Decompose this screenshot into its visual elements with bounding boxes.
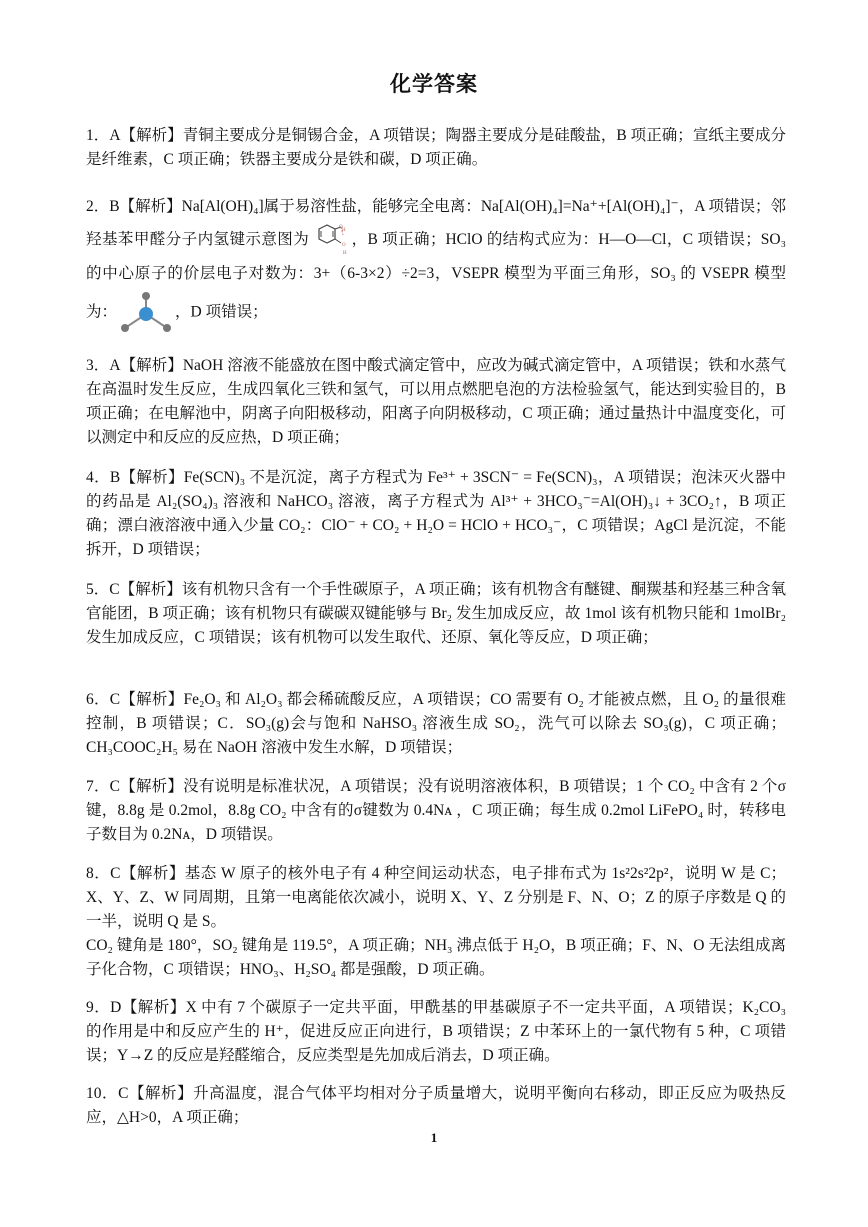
answer-item-8: [86, 862, 786, 982]
answer-text-continued: CO₂ 键角是 180°，SO₂ 键角是 119.5°，A 项正确；NH₃ 沸点低于 H₂O，B 项正确；F、N、O 无法组成离子化合物，C 项错误；HNO₃、H₂SO₄ 都是强酸，D 项正确。: [86, 937, 786, 978]
answer-text: 1．A【解析】青铜主要成分是铜锡合金，A 项错误；陶器主要成分是硅酸盐，B 项正确；宣纸主要成分是纤维素，C 项正确；铁器主要成分是铁和碳，D 项正确。: [86, 127, 786, 168]
page-number: 1: [430, 1130, 438, 1145]
answer-text-part: ，B 项正确；HClO 的结构式应为：H—O—Cl，C 项错误；SO₃ 的中心原子的价层电子对数为：3+（6-3×2）÷2=3，VSEPR 模型为平面三角形，SO₃ 的 VSEPR 模型为：: [86, 231, 786, 321]
svg-text:H: H: [343, 251, 347, 257]
answer-text: 6．C【解析】Fe₂O₃ 和 Al₂O₃ 都会稀硫酸反应，A 项错误；CO 需要有 O₂ 才能被点燃，且 O₂ 的量很难控制，B 项错误；C．SO₃(g)会与饱和 NaHSO₃ 溶液生成 SO₂，洗气可以除去 SO₃(g)，C 项正确；CH₃COOC₂H₅ 易在 NaOH 溶液中发生水解，D 项错误；: [86, 691, 786, 756]
answer-item-10: [86, 1082, 786, 1130]
answer-item-6: [86, 688, 786, 760]
svg-text:O: O: [339, 225, 343, 231]
answer-text: 7．C【解析】没有说明是标准状况，A 项错误；没有说明溶液体积，B 项错误；1 个 CO₂ 中含有 2 个σ键，8.8g 是 0.2mol，8.8g CO₂ 中含有的σ键数为 0.4Nᴀ ，C 项正确；每生成 0.2mol LiFePO₄ 时，转移电子数目为 0.2Nᴀ，D 项错误。: [86, 778, 786, 843]
answer-text: 9．D【解析】X 中有 7 个碳原子一定共平面，甲酰基的甲基碳原子不一定共平面，A 项错误；K₂CO₃ 的作用是中和反应产生的 H⁺，促进反应正向进行，B 项错误；Z 中苯环上的一氯代物有 5 种，C 项错误；Y→Z 的反应是羟醛缩合，反应类型是先加成后消去，D 项正确。: [86, 999, 786, 1064]
svg-text:H: H: [342, 228, 346, 234]
answer-item-5: [86, 578, 786, 650]
page-title: 化学答案: [390, 72, 478, 96]
answer-item-7: [86, 775, 786, 847]
answer-text: 10．C【解析】升高温度，混合气体平均相对分子质量增大，说明平衡向右移动，即正反应为吸热反应，△H>0，A 项正确；: [86, 1085, 786, 1126]
answer-text: [86, 190, 786, 336]
answer-item-1: [86, 124, 786, 172]
answer-text: 3．A【解析】NaOH 溶液不能盛放在图中酸式滴定管中，应改为碱式滴定管中，A 项错误；铁和水蒸气在高温时发生反应，生成四氧化三铁和氢气，可以用点燃肥皂泡的方法检验氢气，能达到实验目的，B 项正确；在电解池中，阴离子向阳极移动，阳离子向阴极移动，C 项正确；通过量热计中温度变化，可以测定中和反应的反应热，D 项正确；: [86, 357, 786, 446]
answer-text-part: 2．B【解析】Na[Al(OH)₄]属于易溶性盐，能够完全电离：Na[Al(OH)₄]=Na⁺+[Al(OH)₄]⁻，A 项错误；邻羟基苯甲醛分子内氢键示意图为: [86, 198, 786, 248]
so3-vsepr-model: [117, 290, 175, 336]
answer-text: 8．C【解析】基态 W 原子的核外电子有 4 种空间运动状态，电子排布式为 1s²2s²2p²，说明 W 是 C；X、Y、Z、W 同周期，且第一电离能依次减小，说明 X、Y、Z 分别是 F、N、O；Z 的原子序数是 Q 的一半，说明 Q 是 S。: [86, 865, 786, 930]
answer-text-part: ，D 项错误；: [175, 304, 268, 321]
answer-item-2: [86, 190, 786, 336]
answer-text: 4．B【解析】Fe(SCN)₃ 不是沉淀，离子方程式为 Fe³⁺ + 3SCN⁻ = Fe(SCN)₃，A 项错误；泡沫灭火器中的药品是 Al₂(SO₄)₃ 溶液和 NaHCO₃ 溶液，离子方程式为 Al³⁺ + 3HCO₃⁻=Al(OH)₃↓ + 3CO₂↑，B 项正确；漂白液溶液中通入少量 CO₂：ClO⁻ + CO₂ + H₂O = HClO + HCO₃⁻，C 项错误；AgCl 是沉淀，不能拆开，D 项错误；: [86, 469, 786, 558]
svg-text:O: O: [342, 243, 346, 249]
answer-item-4: [86, 466, 786, 562]
answer-item-3: [86, 354, 786, 450]
salicylaldehyde-hbond-diagram: [309, 223, 351, 257]
answer-item-9: [86, 996, 786, 1068]
answer-text: 5．C【解析】该有机物只含有一个手性碳原子，A 项正确；该有机物含有醚键、酮羰基和羟基三种含氧官能团，B 项正确；该有机物只有碳碳双键能够与 Br₂ 发生加成反应，故 1mol 该有机物只能和 1molBr₂ 发生加成反应，C 项错误；该有机物可以发生取代、还原、氧化等反应，D 项正确；: [86, 581, 786, 646]
